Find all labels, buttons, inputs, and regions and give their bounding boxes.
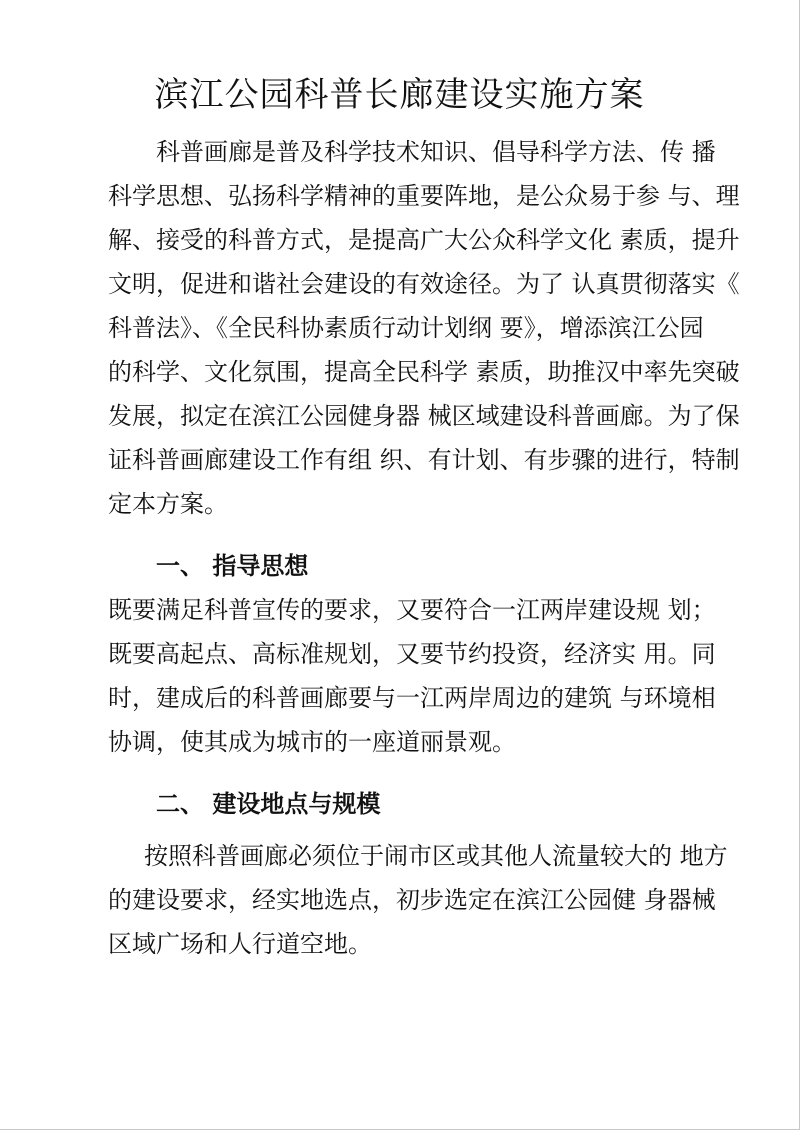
section1-line-2: 既要高起点、高标准规划，又要节约投资，经济实 用。同 bbox=[108, 640, 716, 668]
document-title: 滨江公园科普长廊建设实施方案 bbox=[154, 75, 645, 115]
section2-line-3: 区域广场和人行道空地。 bbox=[108, 930, 372, 958]
intro-line-6: 的科学、文化氛围，提高全民科学 素质，助推汉中率先突破 bbox=[108, 358, 740, 386]
section-heading-location-scale: 二、 建设地点与规模 bbox=[156, 789, 381, 818]
intro-line-9: 定本方案。 bbox=[108, 490, 228, 518]
intro-line-8: 证科普画廊建设工作有组 织、有计划、有步骤的进行，特制 bbox=[108, 446, 740, 474]
section-heading-guiding-ideology: 一、 指导思想 bbox=[156, 551, 309, 580]
section1-line-1: 既要满足科普宣传的要求，又要符合一江两岸建设规 划； bbox=[108, 596, 716, 624]
intro-line-1: 科普画廊是普及科学技术知识、倡导科学方法、传 播 bbox=[156, 138, 716, 166]
intro-line-2: 科学思想、弘扬科学精神的重要阵地，是公众易于参 与、理 bbox=[108, 182, 740, 210]
section1-line-4: 协调，使其成为城市的一座道丽景观。 bbox=[108, 728, 516, 756]
intro-line-7: 发展，拟定在滨江公园健身器 械区域建设科普画廊。为了保 bbox=[108, 402, 740, 430]
section2-line-1: 按照科普画廊必须位于闹市区或其他人流量较大的 地方 bbox=[144, 842, 728, 870]
intro-line-4: 文明，促进和谐社会建设的有效途径。为了 认真贯彻落实《 bbox=[108, 270, 740, 298]
intro-line-5: 科普法》、《全民科协素质行动计划纲 要》，增添滨江公园 bbox=[108, 314, 704, 342]
section2-line-2: 的建设要求，经实地选点，初步选定在滨江公园健 身器械 bbox=[108, 886, 716, 914]
section1-line-3: 时，建成后的科普画廊要与一江两岸周边的建筑 与环境相 bbox=[108, 684, 716, 712]
intro-line-3: 解、接受的科普方式，是提高广大公众科学文化 素质，提升 bbox=[108, 226, 740, 254]
